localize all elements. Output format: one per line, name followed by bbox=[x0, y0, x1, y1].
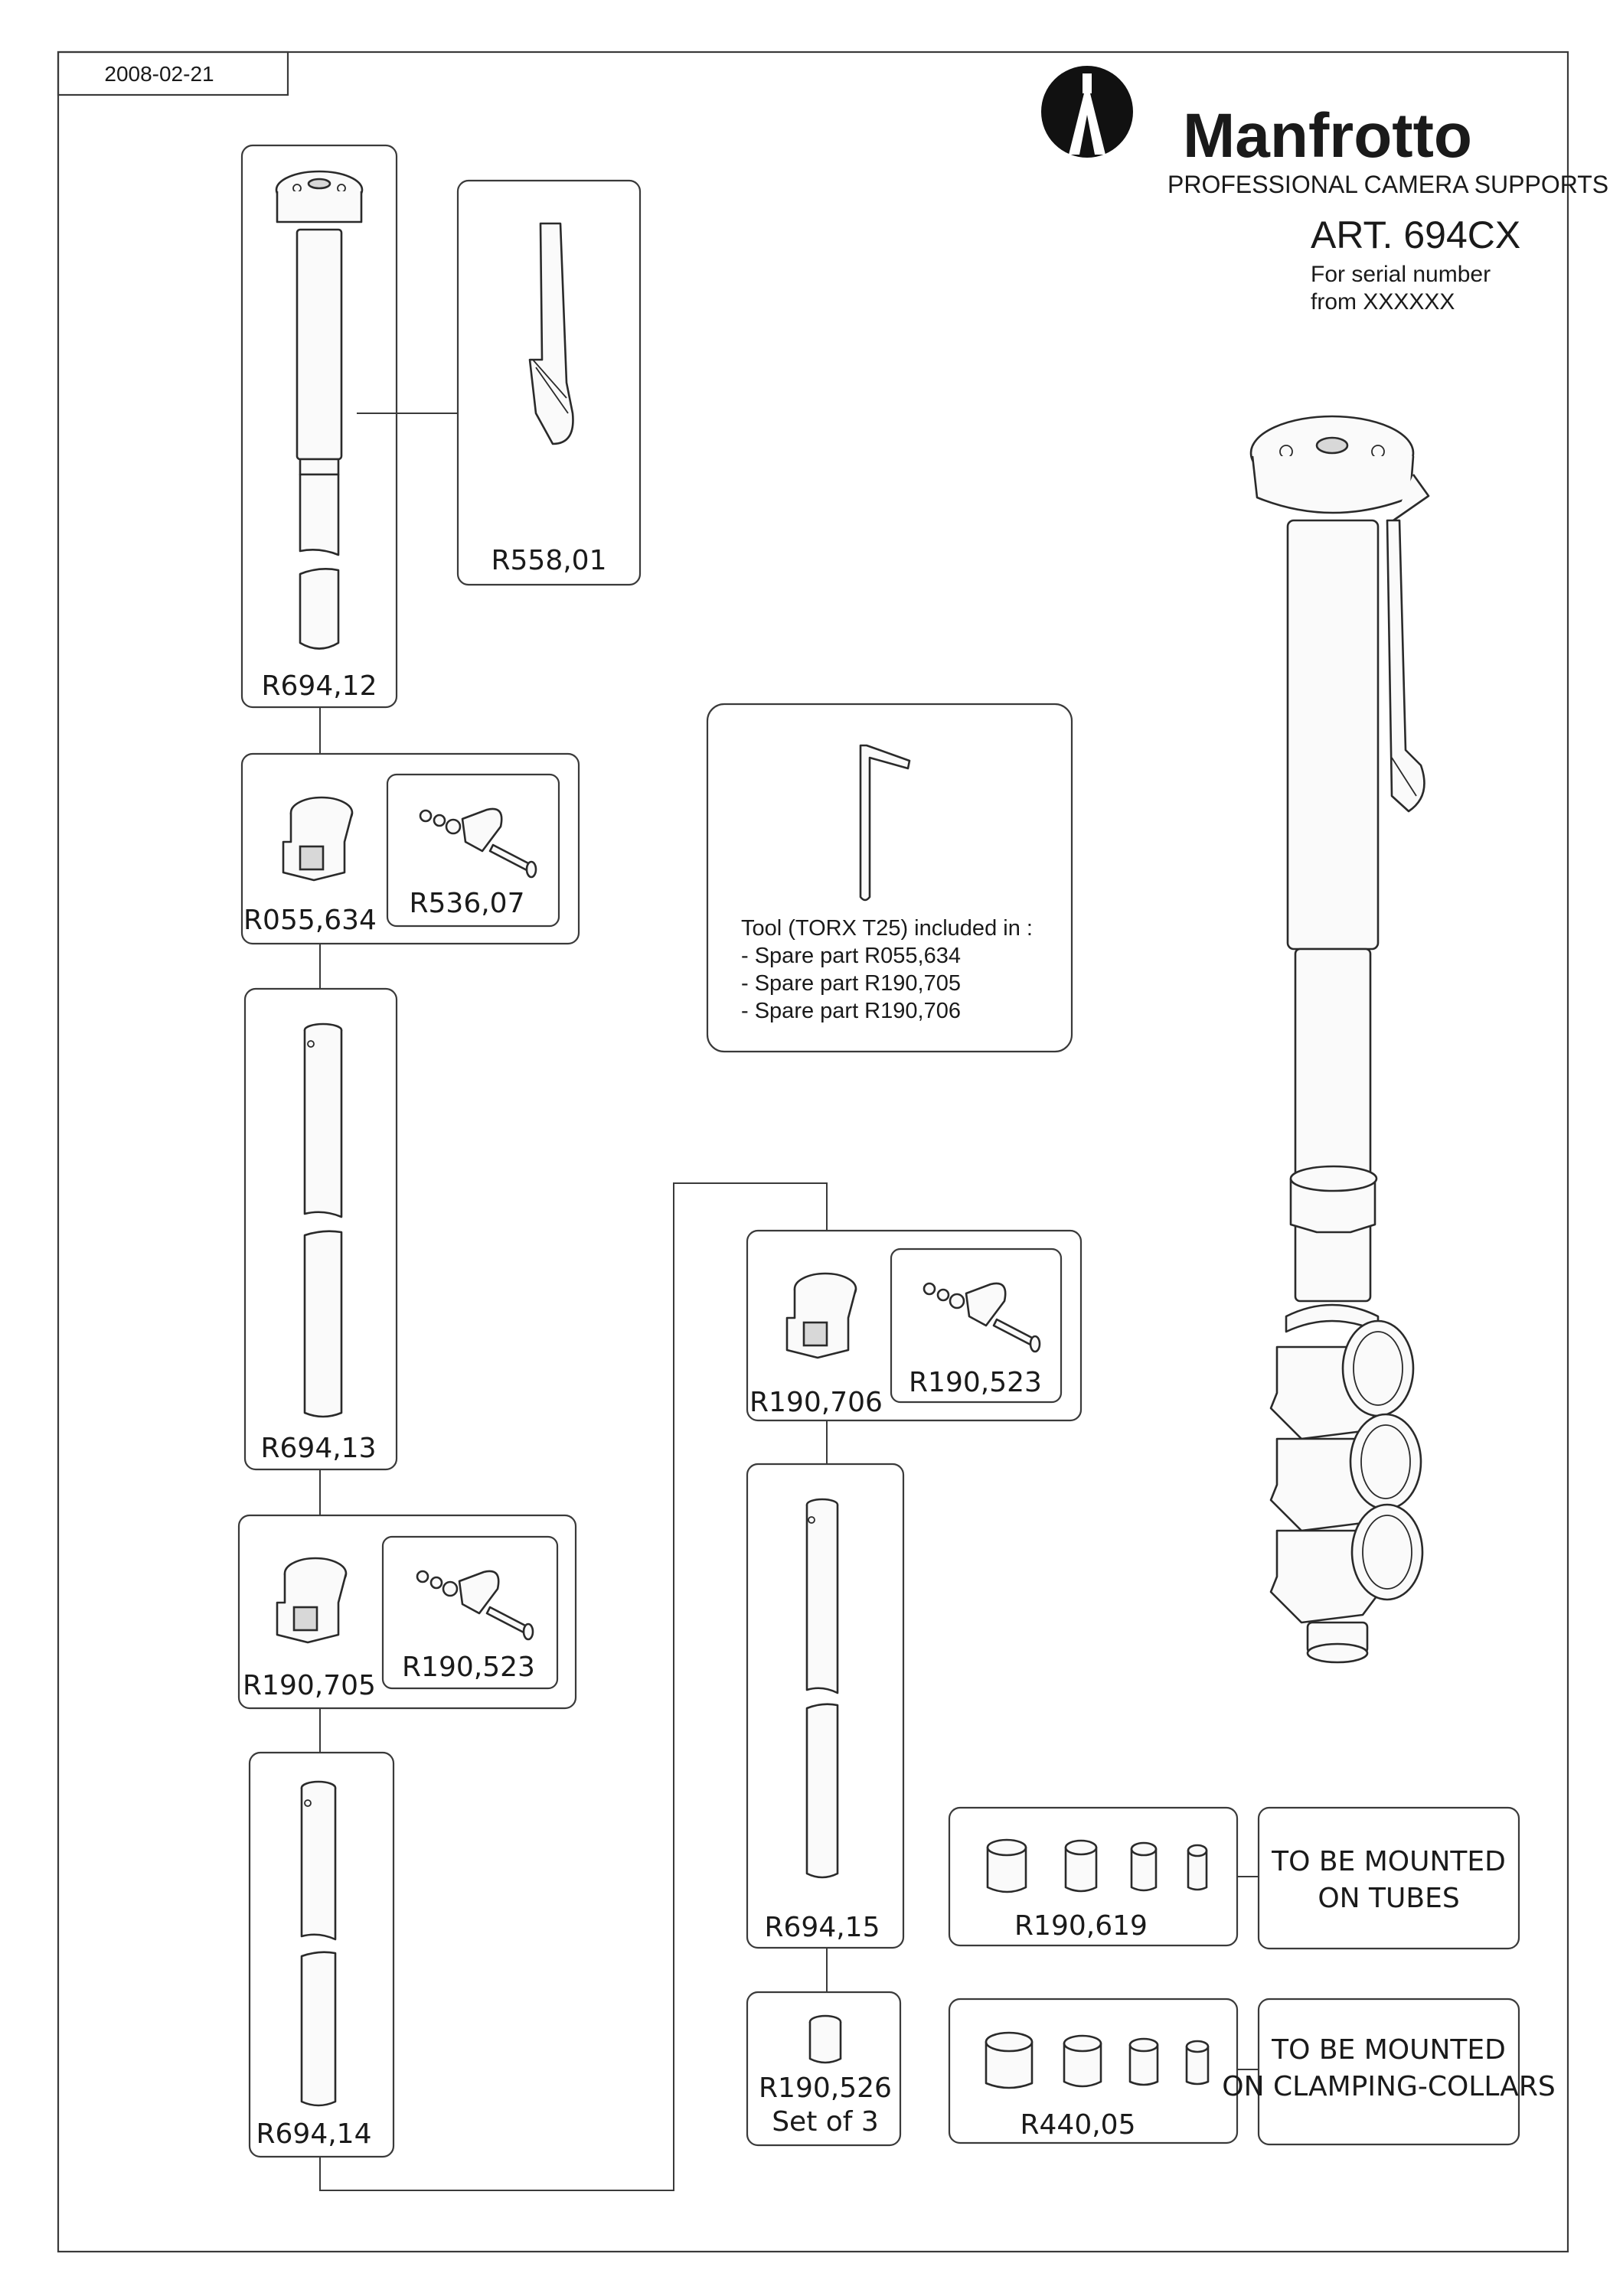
note-collars-line-1: TO BE MOUNTED bbox=[1272, 2034, 1506, 2066]
part-code-r190-619: R190,619 bbox=[1014, 1910, 1148, 1942]
box-r694-13 bbox=[245, 989, 397, 1469]
tool-note-title: Tool (TORX T25) included in : bbox=[741, 916, 1033, 941]
serial-line-2: from XXXXXX bbox=[1311, 289, 1455, 315]
box-r190-526 bbox=[747, 1992, 900, 2145]
note-collars-line-2: ON CLAMPING-COLLARS bbox=[1222, 2071, 1556, 2102]
box-r190-619 bbox=[949, 1808, 1237, 1945]
box-r558-01 bbox=[458, 181, 640, 585]
tool-note-line-1: - Spare part R055,634 bbox=[741, 944, 961, 968]
box-r055-634 bbox=[242, 754, 579, 944]
box-r694-12 bbox=[242, 145, 397, 707]
part-code-r694-15: R694,15 bbox=[764, 1912, 880, 1943]
note-mounted-on-clamping-collars bbox=[1222, 1999, 1555, 2144]
part-code-r694-12: R694,12 bbox=[261, 670, 377, 702]
note-tubes-line-2: ON TUBES bbox=[1318, 1883, 1460, 1914]
part-code-r536-07: R536,07 bbox=[409, 888, 525, 919]
brand-name: Manfrotto bbox=[1183, 101, 1473, 171]
part-code-r190-523-b: R190,523 bbox=[909, 1367, 1042, 1398]
tool-note-line-2: - Spare part R190,705 bbox=[741, 971, 961, 996]
part-code-r190-526: R190,526 bbox=[759, 2073, 892, 2104]
part-code-r694-14: R694,14 bbox=[256, 2118, 372, 2150]
box-r190-705 bbox=[239, 1515, 576, 1708]
manfrotto-logo bbox=[1041, 66, 1133, 158]
note-mounted-on-tubes bbox=[1259, 1808, 1519, 1949]
assembled-monopod-illustration bbox=[1251, 416, 1429, 1662]
part-code-r558-01: R558,01 bbox=[491, 545, 607, 576]
note-tubes-line-1: TO BE MOUNTED bbox=[1272, 1846, 1506, 1877]
tool-torx-box bbox=[707, 704, 1072, 1052]
part-code-r694-13: R694,13 bbox=[260, 1433, 377, 1464]
box-r694-15 bbox=[747, 1464, 903, 1948]
serial-line-1: For serial number bbox=[1311, 262, 1491, 287]
part-code-r055-634: R055,634 bbox=[243, 905, 377, 936]
part-qty-set-of-3: Set of 3 bbox=[772, 2106, 879, 2138]
box-r440-05 bbox=[949, 1999, 1237, 2143]
part-code-r190-523-a: R190,523 bbox=[402, 1652, 535, 1683]
article-number: ART. 694CX bbox=[1311, 214, 1521, 256]
part-code-r190-706: R190,706 bbox=[749, 1387, 883, 1418]
brand-tagline: PROFESSIONAL CAMERA SUPPORTS bbox=[1167, 171, 1609, 198]
date-label: 2008-02-21 bbox=[104, 62, 214, 86]
tool-note-line-3: - Spare part R190,706 bbox=[741, 999, 961, 1023]
box-r694-14 bbox=[250, 1753, 394, 2157]
part-code-r190-705: R190,705 bbox=[243, 1670, 376, 1701]
box-r190-706 bbox=[747, 1231, 1081, 1420]
part-code-r440-05: R440,05 bbox=[1020, 2109, 1136, 2141]
